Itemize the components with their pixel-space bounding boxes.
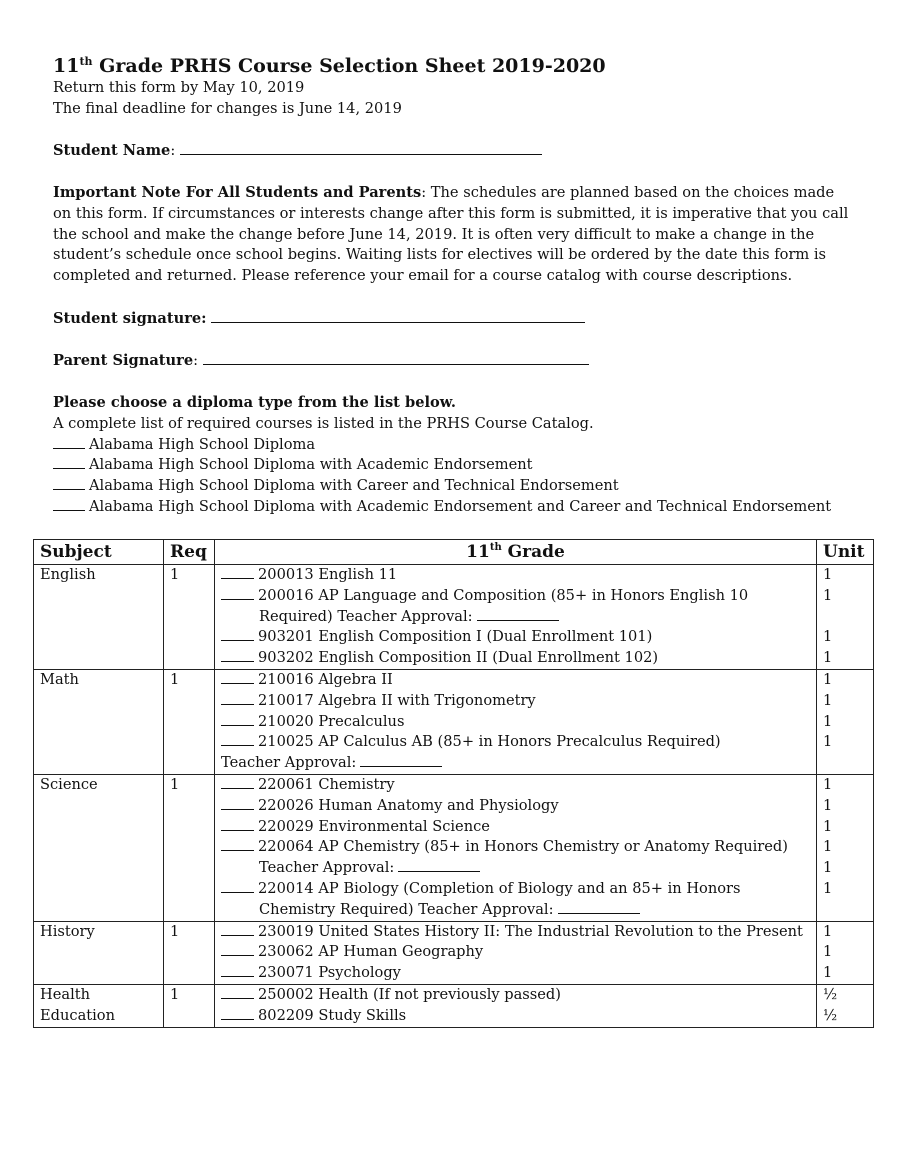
student-signature-label: Student signature: <box>53 309 207 327</box>
teacher-approval-field[interactable] <box>360 753 442 767</box>
diploma-option-label: Alabama High School Diploma with Career and Technical Endorsement <box>89 477 619 495</box>
course-text: 200013 English 11 <box>258 566 398 583</box>
unit-value: 1 <box>823 879 833 897</box>
student-name-row: Student Name: <box>53 140 853 162</box>
course-checkbox-blank[interactable] <box>221 922 254 936</box>
course-text: 220061 Chemistry <box>258 775 395 793</box>
table-row <box>34 774 874 921</box>
unit-value: 1 <box>823 796 833 814</box>
course-option <box>221 627 810 648</box>
unit-value <box>823 753 867 774</box>
course-text: 230019 United States History II: The Industrial Revolution to the Present <box>258 922 803 940</box>
req-cell: 1 <box>164 984 215 1027</box>
course-option <box>221 922 810 943</box>
student-name-field[interactable] <box>180 140 542 155</box>
parent-signature-row: Parent Signature: <box>53 350 853 372</box>
course-checkbox-blank[interactable] <box>221 817 254 831</box>
course-checkbox-blank[interactable] <box>221 586 254 600</box>
unit-value: 1 <box>823 775 833 793</box>
req-cell: 1 <box>164 565 215 670</box>
unit-cell <box>817 774 874 921</box>
course-option <box>221 732 810 753</box>
courses-cell <box>215 984 817 1027</box>
course-option <box>221 879 810 900</box>
course-text: 210020 Precalculus <box>258 712 405 730</box>
unit-value: 1 <box>823 922 833 940</box>
student-signature-field[interactable] <box>211 308 585 323</box>
course-text: 210017 Algebra II with Trigonometry <box>258 691 536 709</box>
diploma-option-label: Alabama High School Diploma <box>89 435 316 453</box>
diploma-option <box>53 497 853 518</box>
course-text: 220014 AP Biology (Completion of Biology and an 85+ in Honors <box>258 879 741 897</box>
course-option <box>221 586 810 607</box>
course-text: 200016 AP Language and Composition (85+ in Honors English 10 <box>258 586 749 604</box>
course-checkbox-blank[interactable] <box>221 942 254 956</box>
diploma-subtext: A complete list of required courses is listed in the PRHS Course Catalog. <box>53 414 594 432</box>
courses-cell <box>215 565 817 670</box>
course-text: 210025 AP Calculus AB (85+ in Honors Precalculus Required) <box>258 733 721 751</box>
unit-cell <box>817 921 874 984</box>
unit-value: 1 <box>823 691 833 709</box>
course-text: 250002 Health (If not previously passed) <box>258 985 561 1003</box>
course-checkbox-blank[interactable] <box>221 963 254 977</box>
diploma-option <box>53 455 853 476</box>
unit-value: 1 <box>823 817 833 835</box>
course-option <box>221 775 810 796</box>
course-checkbox-blank[interactable] <box>221 837 254 851</box>
table-row <box>34 565 874 670</box>
unit-value <box>823 900 867 921</box>
return-by-text: Return this form by May 10, 2019 <box>53 79 305 96</box>
unit-value: 1 <box>823 586 833 604</box>
header-grade-suffix: th <box>489 542 502 553</box>
unit-value: 1 <box>823 943 833 961</box>
course-option <box>221 691 810 712</box>
unit-value: 1 <box>823 649 833 667</box>
title-text: Grade PRHS Course Selection Sheet 2019-2020 <box>92 55 606 77</box>
unit-value: 1 <box>823 733 833 751</box>
course-option <box>221 565 810 586</box>
course-option <box>221 963 810 984</box>
student-name-label: Student Name <box>53 142 171 160</box>
teacher-approval-field[interactable] <box>558 900 640 914</box>
header-subject: Subject <box>34 540 164 565</box>
unit-value: 1 <box>823 964 833 982</box>
diploma-checkbox-blank[interactable] <box>53 455 85 469</box>
diploma-option-label: Alabama High School Diploma with Academic Endorsement <box>89 456 533 474</box>
important-note <box>53 183 853 287</box>
final-deadline-text: The final deadline for changes is June 14, 2019 <box>53 99 402 117</box>
parent-signature-field[interactable] <box>203 350 589 365</box>
course-checkbox-blank[interactable] <box>221 691 254 705</box>
req-cell: 1 <box>164 921 215 984</box>
course-text: Chemistry Required) Teacher Approval: <box>259 900 554 918</box>
course-text: 230062 AP Human Geography <box>258 943 484 961</box>
course-text: Teacher Approval: <box>221 754 357 772</box>
header-grade <box>215 540 817 565</box>
header-grade-number: 11 <box>466 542 490 562</box>
diploma-heading: Please choose a diploma type from the list below. <box>53 393 456 411</box>
courses-cell <box>215 921 817 984</box>
table-row <box>34 669 874 774</box>
parent-signature-label: Parent Signature <box>53 352 194 370</box>
unit-value: 1 <box>823 670 833 688</box>
unit-value: ½ <box>823 985 838 1003</box>
course-option <box>221 796 810 817</box>
course-checkbox-blank[interactable] <box>221 627 254 641</box>
req-cell: 1 <box>164 774 215 921</box>
table-row <box>34 921 874 984</box>
diploma-checkbox-blank[interactable] <box>53 476 85 490</box>
course-text: 230071 Psychology <box>258 964 401 982</box>
course-note <box>221 858 810 879</box>
course-option <box>221 1006 810 1027</box>
course-text: 210016 Algebra II <box>258 670 393 688</box>
course-checkbox-blank[interactable] <box>221 732 254 746</box>
table-header-row <box>34 540 874 565</box>
header-unit: Unit <box>817 540 874 565</box>
subject-cell: Health Education <box>34 984 164 1027</box>
important-note-label: Important Note For All Students and Parents <box>53 183 422 201</box>
course-checkbox-blank[interactable] <box>221 879 254 893</box>
course-option <box>221 670 810 691</box>
unit-value: ½ <box>823 1006 838 1024</box>
course-note <box>221 607 810 628</box>
course-selection-form <box>53 54 853 518</box>
course-option <box>221 837 810 858</box>
course-text: 903202 English Composition II (Dual Enrollment 102) <box>258 649 659 667</box>
important-note-text: : The schedules are planned based on the choices made on this form. If circumstances or interests change after this form is submitted, it is imperative that you call the school and make the change before June 14, 2019. It is often very difficult to make a change in the student’s schedule once school begins. Waiting lists for electives will be ordered by the date this form is completed and returned. Please reference your email for a course catalog with course descriptions. <box>53 183 849 285</box>
unit-cell <box>817 669 874 774</box>
course-checkbox-blank[interactable] <box>221 1006 254 1020</box>
diploma-option <box>53 476 853 497</box>
subject-cell: Math <box>34 669 164 774</box>
diploma-checkbox-blank[interactable] <box>53 497 85 511</box>
course-table-body <box>34 565 874 1028</box>
courses-cell <box>215 774 817 921</box>
course-checkbox-blank[interactable] <box>221 775 254 789</box>
course-option <box>221 712 810 733</box>
course-text: 903201 English Composition I (Dual Enrollment 101) <box>258 628 653 646</box>
course-text: 220029 Environmental Science <box>258 817 490 835</box>
course-table <box>33 539 874 1028</box>
course-note <box>221 753 810 774</box>
course-checkbox-blank[interactable] <box>221 712 254 726</box>
course-checkbox-blank[interactable] <box>221 565 254 579</box>
header-grade-text: Grade <box>501 542 565 562</box>
course-note <box>221 900 810 921</box>
subject-cell: English <box>34 565 164 670</box>
table-row <box>34 984 874 1027</box>
unit-value <box>823 607 867 628</box>
course-text: 220064 AP Chemistry (85+ in Honors Chemistry or Anatomy Required) <box>258 838 788 856</box>
header-req: Req <box>164 540 215 565</box>
course-text: 220026 Human Anatomy and Physiology <box>258 796 559 814</box>
subject-cell: Science <box>34 774 164 921</box>
title-grade-suffix: th <box>79 55 93 68</box>
course-option <box>221 942 810 963</box>
unit-value: 1 <box>823 628 833 646</box>
courses-cell <box>215 669 817 774</box>
course-checkbox-blank[interactable] <box>221 796 254 810</box>
student-signature-row <box>53 308 853 330</box>
unit-value: 1 <box>823 712 833 730</box>
teacher-approval-field[interactable] <box>398 858 480 872</box>
unit-cell <box>817 565 874 670</box>
diploma-option <box>53 435 853 456</box>
teacher-approval-field[interactable] <box>477 607 559 621</box>
unit-value: 1 <box>823 838 833 856</box>
diploma-option-label: Alabama High School Diploma with Academic Endorsement and Career and Technical Endorsement <box>89 497 832 515</box>
diploma-checkbox-blank[interactable] <box>53 435 85 449</box>
course-option <box>221 817 810 838</box>
subject-cell: History <box>34 921 164 984</box>
page-title <box>53 54 853 78</box>
unit-value: 1 <box>823 859 833 877</box>
course-option <box>221 985 810 1006</box>
course-checkbox-blank[interactable] <box>221 648 254 662</box>
course-text: Required) Teacher Approval: <box>259 607 473 625</box>
course-text: 802209 Study Skills <box>258 1006 407 1024</box>
unit-value: 1 <box>823 566 833 583</box>
course-checkbox-blank[interactable] <box>221 985 254 999</box>
course-checkbox-blank[interactable] <box>221 670 254 684</box>
diploma-options-list <box>53 435 853 518</box>
req-cell: 1 <box>164 669 215 774</box>
title-grade-number: 11 <box>53 55 80 77</box>
unit-cell <box>817 984 874 1027</box>
course-option <box>221 648 810 669</box>
course-text: Teacher Approval: <box>259 859 395 877</box>
